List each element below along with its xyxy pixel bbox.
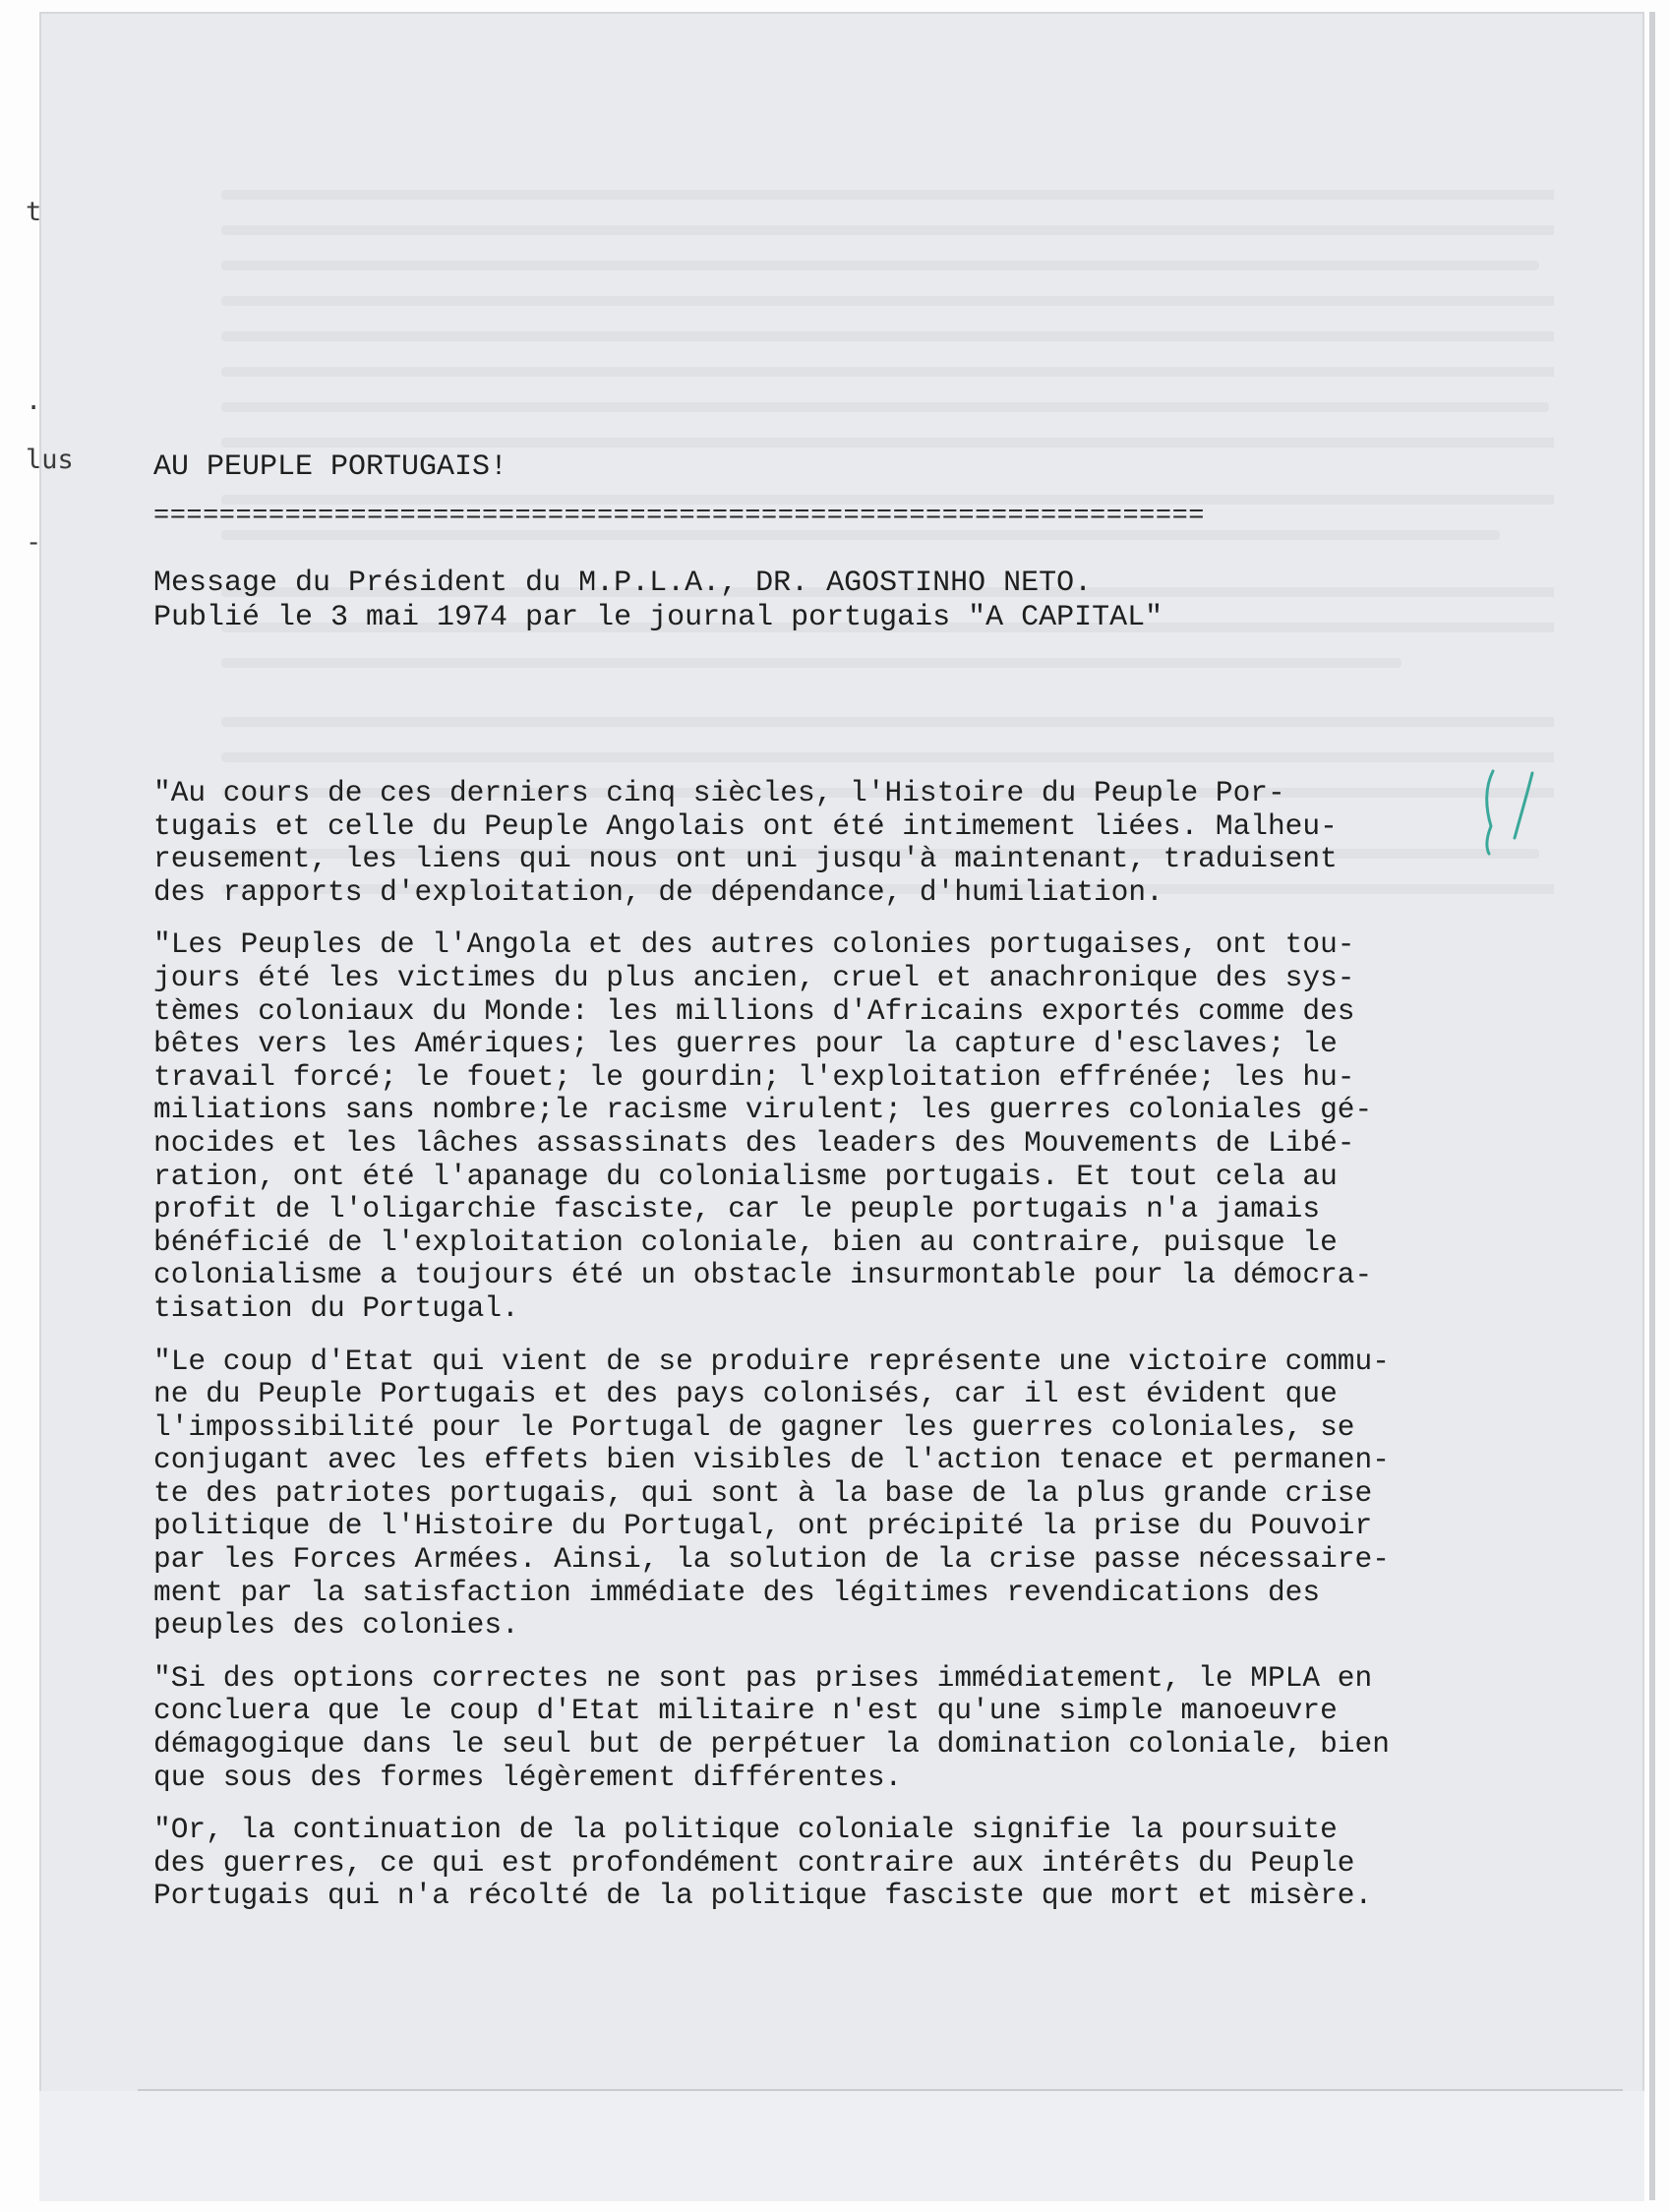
title-underline-rule: ================================================================ — [153, 502, 1205, 531]
text-line: colonialisme a toujours été un obstacle insurmontable pour la démocra- — [153, 1258, 1373, 1292]
sheet-edge-shadow — [1649, 12, 1655, 2200]
text-line: tisation du Portugal. — [153, 1290, 519, 1325]
message-header — [153, 567, 1162, 635]
header-line: Publié le 3 mai 1974 par le journal portugais "A CAPITAL" — [153, 601, 1163, 634]
text-line: ment par la satisfaction immédiate des légitimes revendications des — [153, 1575, 1321, 1609]
fold-line — [138, 2089, 1623, 2091]
margin-fragment: lus — [26, 445, 74, 475]
text-line: tugais et celle du Peuple Angolais ont été intimement liées. Malheu- — [153, 808, 1338, 843]
body-paragraph — [153, 777, 1550, 909]
body-paragraph — [153, 1345, 1550, 1643]
text-line: ne du Peuple Portugais et des pays colonisés, car il est évident que — [153, 1377, 1338, 1411]
text-line: conjugant avec les effets bien visibles de l'action tenace et permanen- — [153, 1443, 1390, 1477]
text-line: que sous des formes légèrement différentes. — [153, 1760, 903, 1794]
text-line: nocides et les lâches assassinats des leaders des Mouvements de Libé- — [153, 1125, 1355, 1160]
text-line: "Si des options correctes ne sont pas prises immédiatement, le MPLA en — [153, 1660, 1373, 1695]
page-title: AU PEUPLE PORTUGAIS! — [153, 450, 508, 484]
text-line: concluera que le coup d'Etat militaire n'est qu'une simple manoeuvre — [153, 1694, 1338, 1728]
text-line: des guerres, ce qui est profondément contraire aux intérêts du Peuple — [153, 1845, 1355, 1880]
text-line: des rapports d'exploitation, de dépendance, d'humiliation. — [153, 874, 1163, 909]
header-line: Message du Président du M.P.L.A., DR. AGOSTINHO NETO. — [153, 567, 1093, 600]
text-line: l'impossibilité pour le Portugal de gagner les guerres coloniales, se — [153, 1409, 1355, 1444]
message-body — [153, 777, 1550, 1913]
text-line: tèmes coloniaux du Monde: les millions d'Africains exportés comme des — [153, 993, 1355, 1028]
body-paragraph — [153, 1814, 1550, 1913]
text-line: bêtes vers les Amériques; les guerres pour la capture d'esclaves; le — [153, 1027, 1338, 1061]
text-line: jours été les victimes du plus ancien, cruel et anachronique des sys- — [153, 960, 1355, 994]
text-line: profit de l'oligarchie fasciste, car le peuple portugais n'a jamais — [153, 1192, 1321, 1226]
text-line: "Au cours de ces derniers cinq siècles, l'Histoire du Peuple Por- — [153, 776, 1285, 809]
margin-fragment: - — [26, 527, 42, 558]
text-line: te des patriotes portugais, qui sont à la base de la plus grande crise — [153, 1475, 1373, 1510]
body-paragraph — [153, 928, 1550, 1325]
text-line: bénéficié de l'exploitation coloniale, bien au contraire, puisque le — [153, 1225, 1338, 1259]
text-line: politique de l'Histoire du Portugal, ont précipité la prise du Pouvoir — [153, 1509, 1373, 1543]
margin-fragment: t — [26, 197, 42, 227]
text-line: travail forcé; le fouet; le gourdin; l'exploitation effrénée; les hu- — [153, 1059, 1355, 1094]
fold-band — [39, 2091, 1644, 2201]
text-line: ration, ont été l'apanage du colonialisme portugais. Et tout cela au — [153, 1159, 1338, 1193]
text-line: "Les Peuples de l'Angola et des autres colonies portugaises, ont tou- — [153, 927, 1355, 962]
text-line: "Or, la continuation de la politique coloniale signifie la poursuite — [153, 1813, 1338, 1847]
text-line: par les Forces Armées. Ainsi, la solution de la crise passe nécessaire- — [153, 1542, 1390, 1577]
text-line: miliations sans nombre;le racisme virulent; les guerres coloniales gé- — [153, 1093, 1373, 1127]
margin-fragment: . — [26, 386, 42, 416]
text-line: reusement, les liens qui nous ont uni jusqu'à maintenant, traduisent — [153, 842, 1338, 876]
body-paragraph — [153, 1662, 1550, 1794]
text-line: "Le coup d'Etat qui vient de se produire représente une victoire commu- — [153, 1344, 1390, 1378]
text-line: démagogique dans le seul but de perpétuer la domination coloniale, bien — [153, 1727, 1390, 1762]
text-line: peuples des colonies. — [153, 1608, 519, 1643]
text-line: Portugais qui n'a récolté de la politique fasciste que mort et misère. — [153, 1879, 1373, 1913]
